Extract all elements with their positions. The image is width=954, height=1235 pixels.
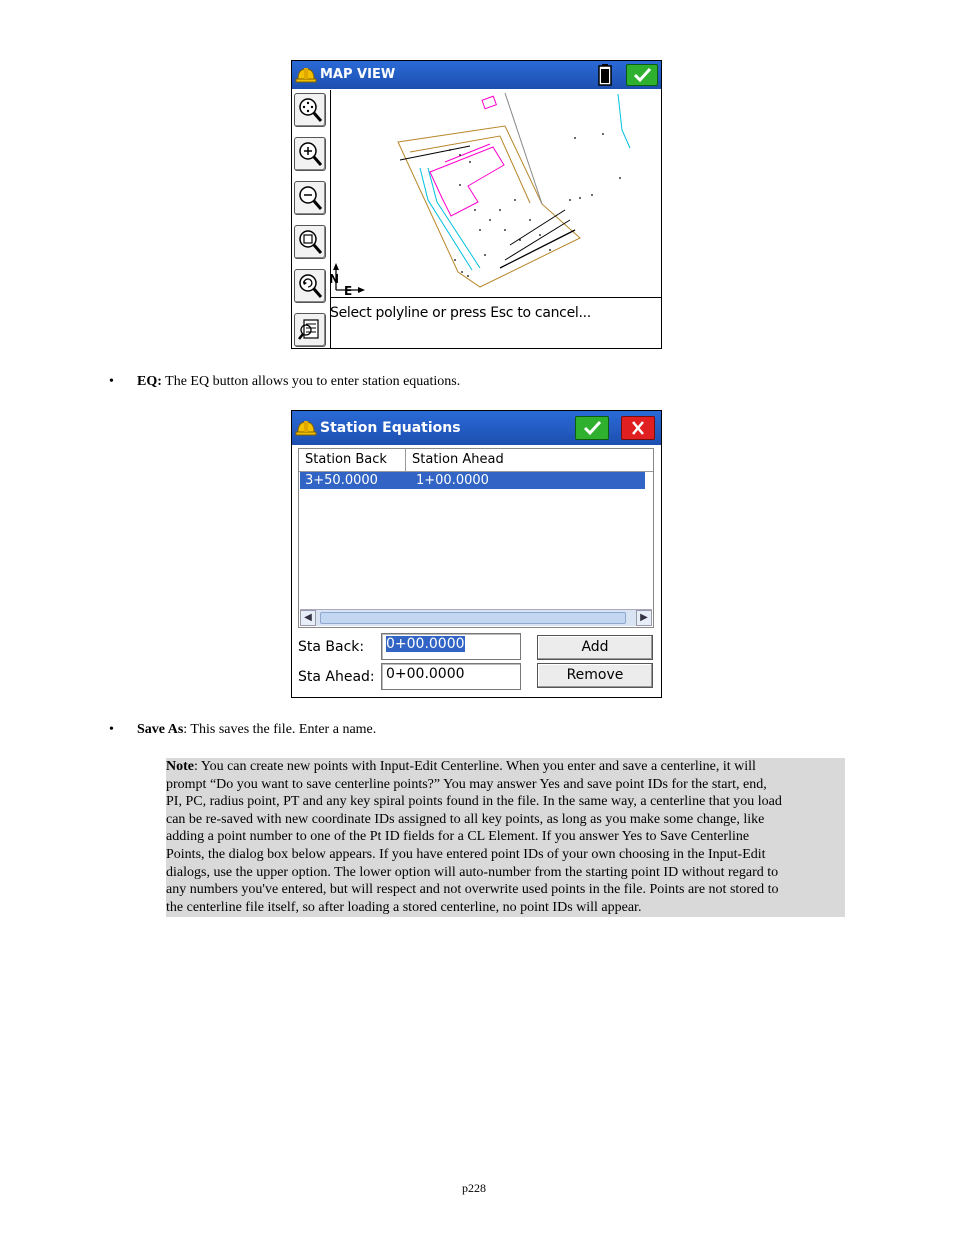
map-status-text: Select polyline or press Esc to cancel...	[330, 305, 591, 321]
ok-button[interactable]	[575, 416, 609, 440]
bullet-save-as-label: Save As	[137, 722, 184, 737]
close-icon	[622, 417, 654, 439]
station-ahead-cell: 1+00.0000	[416, 473, 489, 488]
station-equations-window	[291, 410, 662, 698]
bullet-dot: •	[109, 722, 114, 737]
close-button[interactable]	[621, 416, 655, 440]
note-line: can be re-saved with new coordinate IDs assigned to all key points, as long as you make some change, like	[166, 811, 765, 827]
horizontal-scrollbar[interactable]	[300, 609, 652, 626]
scroll-left-button[interactable]: ◀	[300, 610, 316, 626]
add-button[interactable]: Add	[537, 635, 653, 660]
centerline-drawing	[330, 90, 662, 297]
zoom-extents-button[interactable]	[294, 93, 326, 127]
zoom-window-button[interactable]	[294, 225, 326, 259]
note-line: prompt “Do you want to save centerline points?” You may answer Yes and save point IDs for the start, end,	[166, 776, 767, 792]
east-label: E	[344, 284, 353, 297]
zoom-previous-button[interactable]	[294, 269, 326, 303]
north-label: N	[330, 272, 340, 286]
scroll-right-button[interactable]: ▶	[636, 610, 652, 626]
remove-button[interactable]: Remove	[537, 663, 653, 688]
map-view-title: MAP VIEW	[320, 67, 396, 82]
map-view-titlebar	[292, 61, 661, 89]
station-equations-list[interactable]	[298, 448, 654, 628]
scroll-thumb[interactable]	[320, 612, 626, 624]
bullet-dot: •	[109, 374, 114, 389]
note-line: Points, the dialog box below appears. If you have entered point IDs of your own choosing in the Input-Edit	[166, 846, 766, 862]
column-divider[interactable]	[405, 449, 406, 471]
map-settings-button[interactable]	[294, 313, 326, 347]
table-row[interactable]	[300, 472, 645, 489]
column-header-station-back[interactable]: Station Back	[305, 452, 387, 467]
map-tool-strip	[292, 90, 331, 348]
page-number: p228	[462, 1181, 486, 1195]
note-line-text: : You can create new points with Input-Edit Centerline. When you enter and save a centerline, it will	[194, 759, 756, 774]
battery-icon	[598, 64, 612, 86]
hardhat-app-icon	[295, 417, 317, 439]
note-line: the centerline file itself, so after loading a stored centerline, no point IDs will appear.	[166, 899, 642, 915]
note-line	[166, 758, 845, 776]
zoom-in-button[interactable]	[294, 137, 326, 171]
note-line: adding a point number to one of the Pt ID fields for a CL Element. If you answer Yes to Save Centerline	[166, 829, 750, 845]
column-header-station-ahead[interactable]: Station Ahead	[412, 452, 504, 467]
note-line: any numbers you've entered, but will respect and not overwrite used points in the file. Points are not stored to	[166, 882, 779, 898]
map-canvas[interactable]	[330, 90, 661, 297]
zoom-extents-icon	[295, 94, 325, 126]
sta-back-value: 0+00.0000	[386, 636, 465, 652]
map-view-window	[291, 60, 662, 349]
map-status-bar	[330, 297, 661, 348]
sta-back-field[interactable]	[381, 633, 521, 660]
bullet-eq-label: EQ:	[137, 374, 162, 389]
bullet-save-as-text	[137, 722, 376, 738]
note-line: dialogs, use the upper option. The lower option will auto-number from the starting point ID without regard to	[166, 864, 779, 880]
map-settings-icon	[295, 314, 325, 346]
checkmark-icon	[627, 65, 657, 85]
sta-ahead-label: Sta Ahead:	[298, 669, 375, 685]
zoom-previous-icon	[295, 270, 325, 302]
ok-button[interactable]	[626, 64, 658, 86]
bullet-eq-description: The EQ button allows you to enter station equations.	[161, 374, 461, 389]
list-header	[299, 449, 653, 472]
zoom-in-icon	[295, 138, 325, 170]
station-equations-title: Station Equations	[320, 420, 461, 436]
note-label: Note	[166, 759, 194, 774]
bullet-save-as-description: : This saves the file. Enter a name.	[183, 722, 377, 737]
station-equations-titlebar	[292, 411, 661, 445]
sta-ahead-field[interactable]	[381, 663, 521, 690]
sta-ahead-value: 0+00.0000	[386, 666, 465, 682]
hardhat-app-icon	[295, 64, 317, 86]
bullet-eq-text	[137, 374, 460, 390]
checkmark-icon	[576, 417, 608, 439]
sta-back-label: Sta Back:	[298, 639, 365, 655]
zoom-out-button[interactable]	[294, 181, 326, 215]
station-back-cell: 3+50.0000	[305, 473, 378, 488]
zoom-window-icon	[295, 226, 325, 258]
zoom-out-icon	[295, 182, 325, 214]
note-line: PI, PC, radius point, PT and any key spiral points found in the file. In the same way, a centerline that you load	[166, 794, 782, 810]
note-box	[166, 758, 845, 917]
